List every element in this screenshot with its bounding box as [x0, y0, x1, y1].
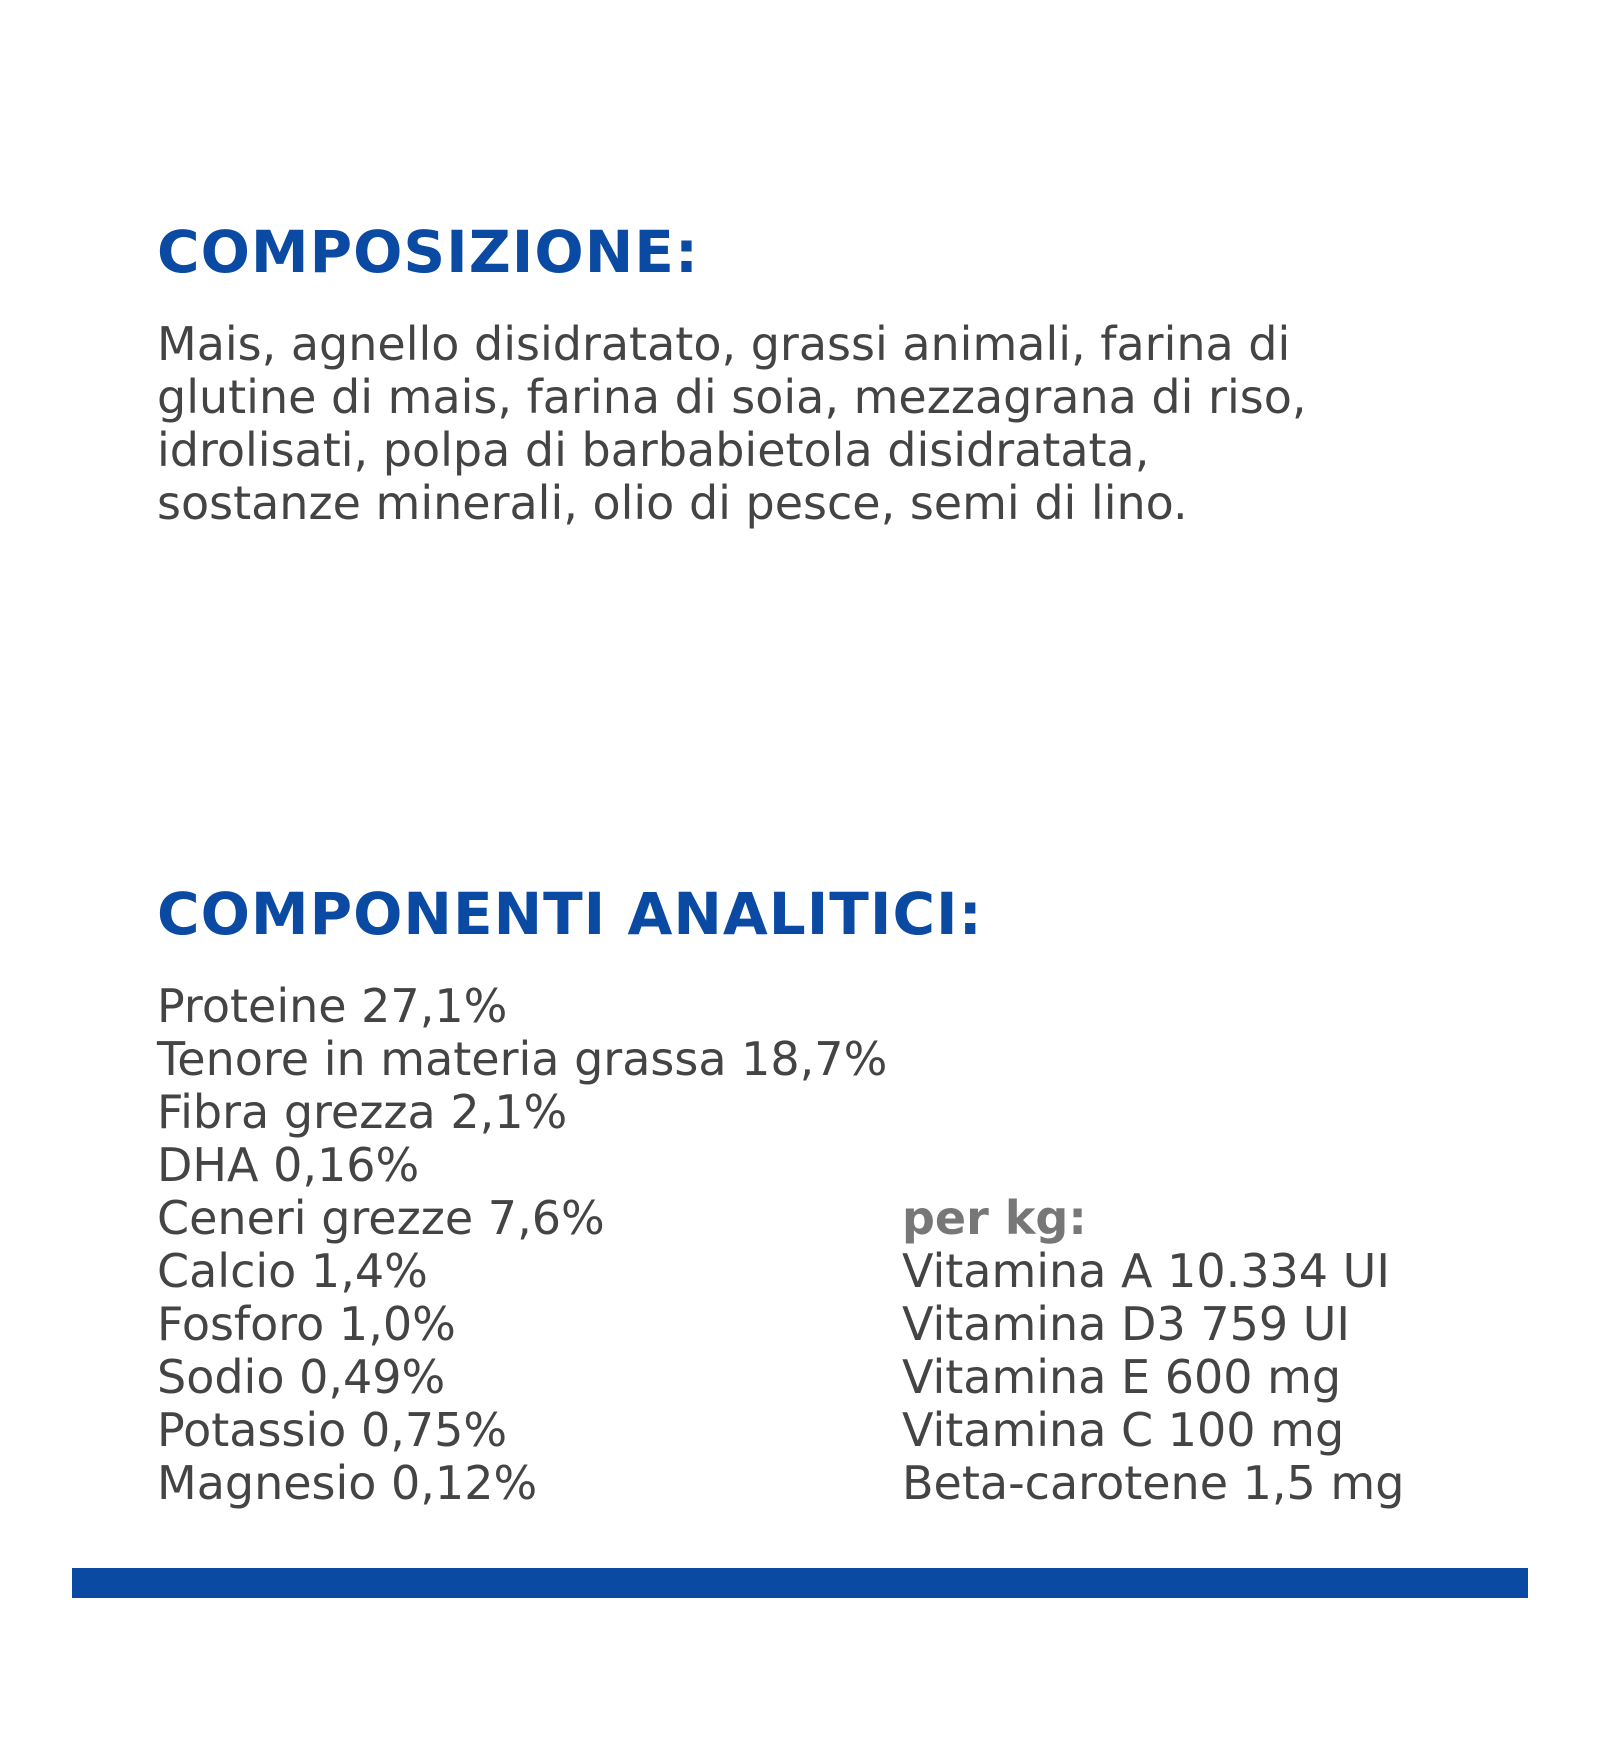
footer-divider-bar — [72, 1568, 1528, 1598]
analytic-components-heading: COMPONENTI ANALITICI: — [157, 880, 983, 948]
analytic-item: DHA 0,16% — [157, 1138, 420, 1192]
analytic-item: Sodio 0,49% — [157, 1350, 446, 1404]
per-kg-label: per kg: — [902, 1191, 1087, 1245]
per-kg-item: Vitamina A 10.334 UI — [902, 1244, 1390, 1298]
analytic-item: Ceneri grezze 7,6% — [157, 1191, 605, 1245]
analytic-item: Fosforo 1,0% — [157, 1297, 456, 1351]
composition-heading: COMPOSIZIONE: — [157, 218, 700, 286]
per-kg-item: Beta-carotene 1,5 mg — [902, 1456, 1405, 1510]
analytic-item: Potassio 0,75% — [157, 1403, 508, 1457]
per-kg-item: Vitamina E 600 mg — [902, 1350, 1342, 1404]
analytic-item: Tenore in materia grassa 18,7% — [157, 1032, 888, 1086]
composition-text — [157, 318, 1457, 530]
analytic-item: Calcio 1,4% — [157, 1244, 428, 1298]
composition-line: idrolisati, polpa di barbabietola disidratata, — [157, 423, 1150, 477]
per-kg-item: Vitamina C 100 mg — [902, 1403, 1345, 1457]
analytic-item: Proteine 27,1% — [157, 979, 508, 1033]
analytic-item: Fibra grezza 2,1% — [157, 1085, 568, 1139]
composition-line: Mais, agnello disidratato, grassi animali, farina di — [157, 317, 1291, 371]
composition-line: glutine di mais, farina di soia, mezzagrana di riso, — [157, 370, 1307, 424]
per-kg-list — [902, 1245, 1404, 1510]
per-kg-item: Vitamina D3 759 UI — [902, 1297, 1350, 1351]
composition-line: sostanze minerali, olio di pesce, semi di lino. — [157, 476, 1188, 530]
analytic-item: Magnesio 0,12% — [157, 1456, 538, 1510]
analytic-components-list — [157, 980, 887, 1510]
